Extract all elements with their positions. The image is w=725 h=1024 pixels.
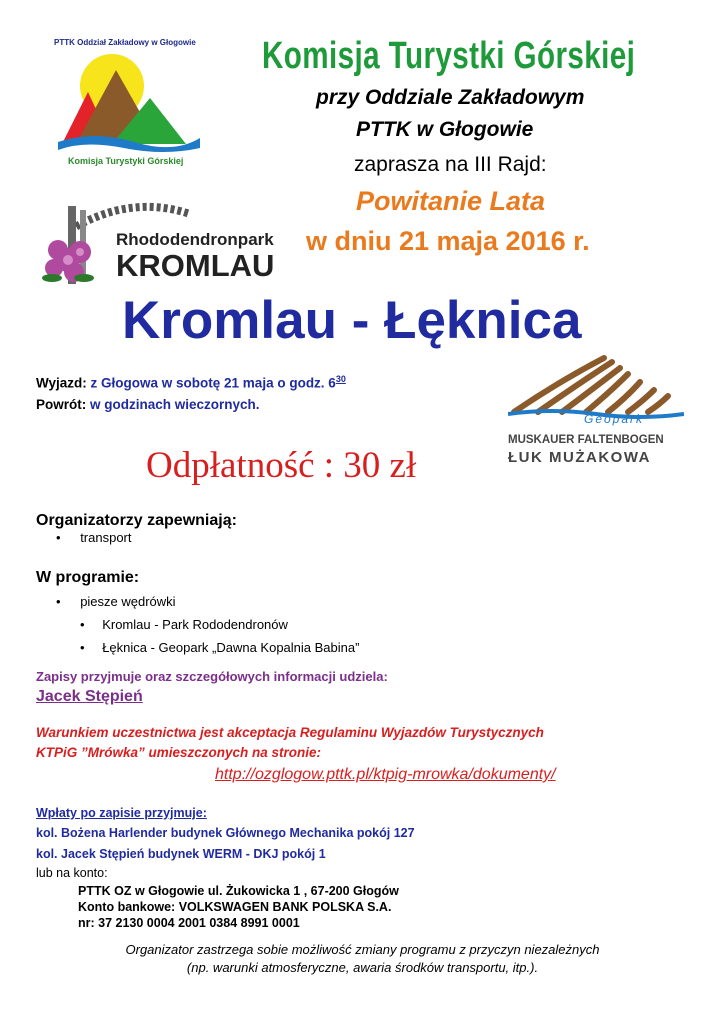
program-heading: W programie: bbox=[36, 569, 140, 586]
subtitle-line-3: zaprasza na III Rajd: bbox=[354, 153, 547, 176]
bank-line-3: nr: 37 2130 0004 2001 0384 8991 0001 bbox=[78, 916, 300, 930]
contact-name: Jacek Stępień bbox=[36, 688, 143, 705]
conditions-line-2: KTPiG ”Mrówka” umieszczonych na stronie: bbox=[36, 745, 322, 760]
return-label: Powrót: bbox=[36, 397, 87, 412]
departure-label: Wyjazd: bbox=[36, 375, 87, 391]
payments-line-1: kol. Bożena Harlender budynek Głównego Mechanika pokój 127 bbox=[36, 826, 415, 840]
footer-line-2: (np. warunki atmosferyczne, awaria środków transportu, itp.). bbox=[186, 960, 539, 975]
organizers-heading: Organizatorzy zapewniają: bbox=[36, 512, 237, 529]
main-title: Kromlau - Łęknica bbox=[122, 291, 582, 350]
pttk-logo bbox=[40, 38, 210, 178]
bullet-icon: • bbox=[56, 530, 61, 545]
list-item bbox=[56, 594, 176, 609]
bank-line-2: Konto bankowe: VOLKSWAGEN BANK POLSKA S.A. bbox=[78, 900, 392, 914]
list-item-label: piesze wędrówki bbox=[80, 594, 176, 609]
return-value: w godzinach wieczornych. bbox=[90, 397, 260, 412]
geopark-line-1: MUSKAUER FALTENBOGEN bbox=[508, 434, 664, 446]
bullet-icon: • bbox=[56, 594, 61, 609]
bank-line-1: PTTK OZ w Głogowie ul. Żukowicka 1 , 67-200 Głogów bbox=[78, 884, 399, 898]
page-title: Komisja Turystki Górskiej bbox=[262, 35, 636, 77]
contact-intro: Zapisy przyjmuje oraz szczegółowych informacji udziela: bbox=[36, 669, 388, 684]
cost-label: Odpłatność : 30 zł bbox=[146, 445, 417, 486]
kromlau-logo-line-1: Rhododendronpark bbox=[116, 230, 274, 249]
kromlau-logo bbox=[40, 200, 280, 295]
kromlau-logo-line-2: KROMLAU bbox=[116, 248, 275, 283]
geopark-logo bbox=[508, 352, 684, 467]
event-name: Powitanie Lata bbox=[356, 186, 546, 216]
list-item bbox=[80, 617, 288, 632]
mountains-icon bbox=[54, 52, 204, 156]
list-item-label: transport bbox=[80, 530, 132, 545]
geopark-line-2: ŁUK MUŻAKOWA bbox=[508, 449, 651, 466]
payments-heading: Wpłaty po zapisie przyjmuje: bbox=[36, 806, 207, 820]
list-item bbox=[56, 530, 132, 545]
payments-line-2: kol. Jacek Stępień budynek WERM - DKJ pokój 1 bbox=[36, 847, 326, 861]
conditions-link[interactable]: http://ozglogow.pttk.pl/ktpig-mrowka/dokumenty/ bbox=[215, 766, 556, 783]
payments-or: lub na konto: bbox=[36, 866, 108, 880]
departure-line bbox=[36, 374, 346, 391]
footer-line-1: Organizator zastrzega sobie możliwość zmiany programu z przyczyn niezależnych bbox=[125, 942, 600, 957]
return-line bbox=[36, 397, 260, 412]
conditions-line-1: Warunkiem uczestnictwa jest akceptacja Regulaminu Wyjazdów Turystycznych bbox=[36, 725, 544, 740]
logo-top-text: PTTK Oddział Zakładowy w Głogowie bbox=[54, 38, 196, 47]
bullet-icon: • bbox=[80, 617, 85, 632]
departure-value: z Głogowa w sobotę 21 maja o godz. 6 bbox=[90, 375, 336, 391]
bullet-icon: • bbox=[80, 640, 85, 655]
departure-minutes: 30 bbox=[335, 374, 346, 384]
subtitle-line-1: przy Oddziale Zakładowym bbox=[316, 86, 585, 109]
geopark-arc-text: Geopark bbox=[584, 412, 645, 426]
list-item-label: Kromlau - Park Rododendronów bbox=[102, 617, 288, 632]
list-item bbox=[80, 640, 359, 655]
subtitle-line-2: PTTK w Głogowie bbox=[356, 118, 534, 141]
list-item-label: Łęknica - Geopark „Dawna Kopalnia Babina” bbox=[102, 640, 360, 655]
event-date: w dniu 21 maja 2016 r. bbox=[306, 226, 590, 256]
logo-bottom-text: Komisja Turystyki Górskiej bbox=[68, 156, 184, 166]
